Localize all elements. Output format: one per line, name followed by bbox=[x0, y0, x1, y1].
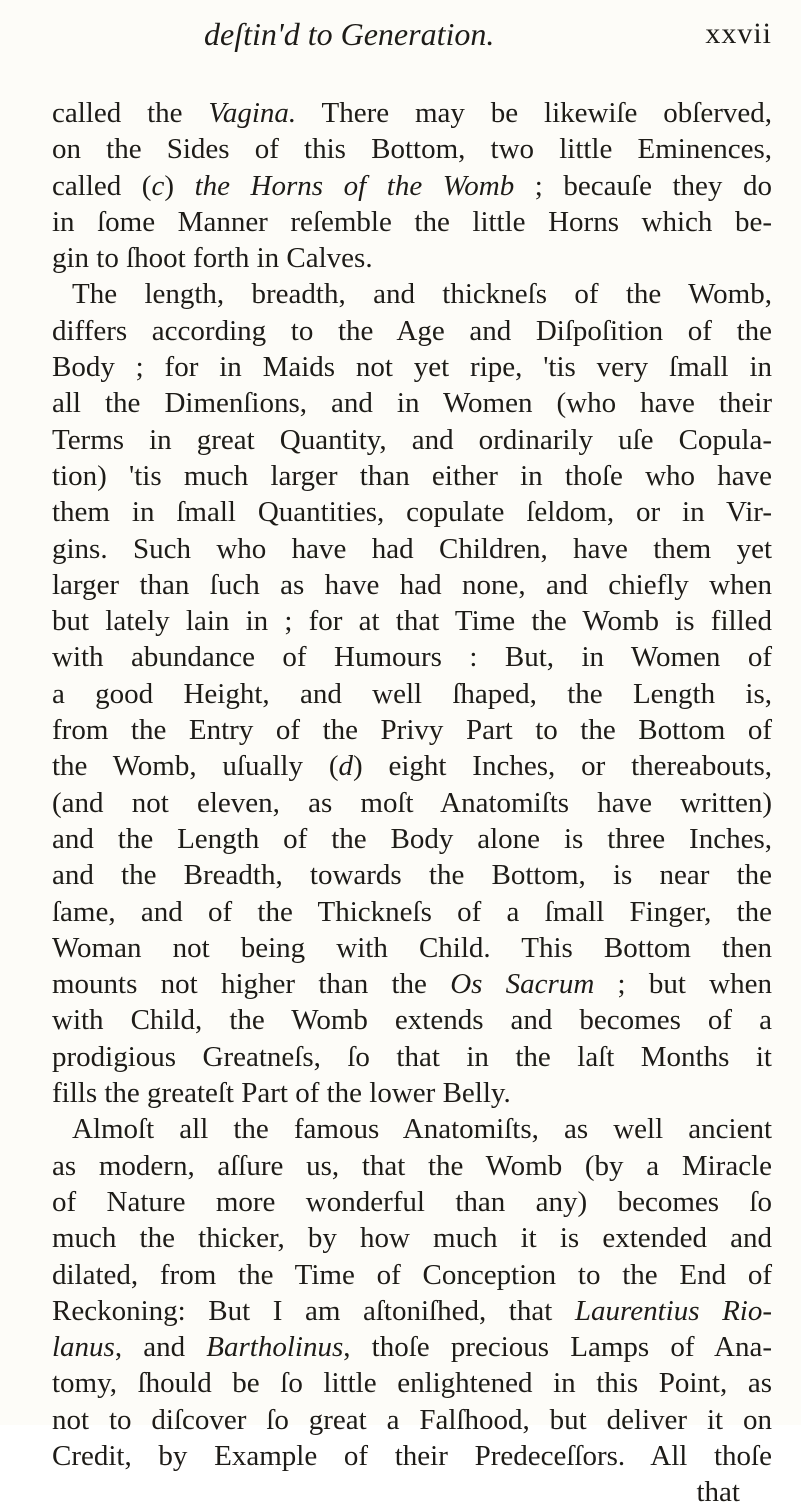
text-line bbox=[52, 1365, 772, 1401]
text-segment: prodigious Greatneſs, ſo that in the laſt Months it bbox=[52, 1040, 772, 1073]
text-segment: differs according to the Age and Diſpoſition of the bbox=[52, 314, 772, 347]
text-segment: , and bbox=[114, 1331, 207, 1364]
italic-segment: Os Sacrum bbox=[450, 968, 595, 1001]
text-line bbox=[52, 531, 772, 567]
italic-segment: the Horns of the Womb bbox=[194, 169, 515, 202]
text-segment: called ( bbox=[52, 169, 152, 202]
text-line bbox=[52, 1438, 772, 1474]
text-line bbox=[52, 1257, 772, 1293]
text-line bbox=[52, 385, 772, 421]
text-segment: and the Length of the Body alone is three Inches, bbox=[52, 822, 772, 855]
text-line bbox=[52, 1002, 772, 1038]
text-segment: called the bbox=[52, 97, 209, 129]
text-segment: them in ſmall Quantities, copulate ſeldom, or in Vir- bbox=[52, 496, 772, 529]
text-line bbox=[52, 95, 772, 131]
text-line bbox=[52, 821, 772, 857]
text-segment: mounts not higher than the bbox=[52, 968, 451, 1001]
text-segment: ) bbox=[164, 169, 195, 202]
text-line bbox=[52, 240, 772, 276]
text-line bbox=[52, 494, 772, 530]
text-line bbox=[52, 567, 772, 603]
text-segment: There may be likewiſe obſerved, bbox=[296, 97, 772, 129]
text-segment: tion) 'tis much larger than either in thoſe who have bbox=[52, 459, 772, 492]
text-line bbox=[52, 1111, 772, 1147]
text-segment: the Womb, uſually ( bbox=[52, 750, 339, 783]
text-segment: a good Height, and well ſhaped, the Length is, bbox=[52, 677, 772, 710]
text-segment: as modern, aſſure us, that the Womb (by a Miracle bbox=[52, 1149, 772, 1182]
italic-segment: lanus bbox=[52, 1331, 115, 1364]
text-line bbox=[52, 603, 772, 639]
running-head bbox=[52, 12, 772, 56]
text-segment: gins. Such who have had Children, have them yet bbox=[52, 532, 772, 565]
text-line bbox=[52, 1329, 772, 1365]
text-line bbox=[52, 131, 772, 167]
page-number: xxvii bbox=[705, 17, 772, 50]
text-line bbox=[52, 204, 772, 240]
text-segment: gin to ſhoot forth in Calves. bbox=[52, 242, 373, 275]
text-segment: on the Sides of this Bottom, two little Eminences, bbox=[52, 133, 772, 166]
text-segment: The length, breadth, and thickneſs of the Womb, bbox=[72, 278, 772, 311]
text-segment: in ſome Manner reſemble the little Horns which be- bbox=[52, 205, 772, 238]
text-line bbox=[52, 676, 772, 712]
text-line bbox=[52, 422, 772, 458]
text-segment: ſame, and of the Thickneſs of a ſmall Finger, the bbox=[52, 895, 772, 928]
text-segment: that bbox=[696, 1476, 740, 1509]
text-line bbox=[52, 930, 772, 966]
text-segment: not to diſcover ſo great a Falſhood, but deliver it on bbox=[52, 1403, 772, 1436]
text-line bbox=[52, 1293, 772, 1329]
text-segment: ) eight Inches, or thereabouts, bbox=[352, 750, 772, 783]
text-line bbox=[52, 857, 772, 893]
text-segment: larger than ſuch as have had none, and chiefly when bbox=[52, 568, 772, 601]
text-line bbox=[52, 313, 772, 349]
text-line bbox=[52, 1039, 772, 1075]
italic-segment: Laurentius Rio- bbox=[574, 1294, 772, 1327]
text-segment: ; becauſe they do bbox=[514, 169, 772, 202]
text-segment: but lately lain in ; for at that Time the Womb is filled bbox=[52, 605, 772, 638]
text-segment: , thoſe precious Lamps of Ana- bbox=[343, 1331, 773, 1364]
text-segment: with Child, the Womb extends and becomes of a bbox=[52, 1004, 772, 1037]
text-segment: Credit, by Example of their Predeceſſors. All thoſe bbox=[52, 1439, 772, 1472]
italic-segment: Bartholinus bbox=[206, 1331, 344, 1364]
text-segment: Almoſt all the famous Anatomiſts, as well ancient bbox=[72, 1113, 772, 1146]
text-line bbox=[52, 276, 772, 312]
text-line bbox=[52, 1220, 772, 1256]
text-segment: ; but when bbox=[594, 968, 772, 1001]
text-segment: of Nature more wonderful than any) becomes ſo bbox=[52, 1185, 772, 1218]
body-text bbox=[52, 95, 772, 1511]
text-line bbox=[52, 1402, 772, 1438]
text-line bbox=[52, 712, 772, 748]
italic-segment: d bbox=[338, 750, 353, 783]
text-line bbox=[52, 894, 772, 930]
text-line bbox=[52, 458, 772, 494]
text-segment: Woman not being with Child. This Bottom then bbox=[52, 931, 772, 964]
text-segment: tomy, ſhould be ſo little enlightened in this Point, as bbox=[52, 1367, 772, 1400]
text-line bbox=[52, 1184, 772, 1220]
text-segment: from the Entry of the Privy Part to the Bottom of bbox=[52, 714, 772, 747]
text-segment: fills the greateſt Part of the lower Belly. bbox=[52, 1077, 511, 1110]
italic-segment: c bbox=[151, 169, 165, 202]
text-line bbox=[52, 966, 772, 1002]
text-segment: Body ; for in Maids not yet ripe, 'tis very ſmall in bbox=[52, 351, 772, 384]
text-line bbox=[52, 1075, 772, 1111]
catchword bbox=[52, 1474, 772, 1510]
text-line bbox=[52, 168, 772, 204]
text-line bbox=[52, 349, 772, 385]
text-line bbox=[52, 1148, 772, 1184]
text-segment: with abundance of Humours : But, in Women of bbox=[52, 641, 772, 674]
text-line bbox=[52, 748, 772, 784]
text-segment: all the Dimenſions, and in Women (who have their bbox=[52, 387, 772, 420]
text-segment: dilated, from the Time of Conception to the End of bbox=[52, 1258, 772, 1291]
text-segment: Terms in great Quantity, and ordinarily uſe Copula- bbox=[52, 423, 772, 456]
running-title: deſtin'd to Generation. bbox=[204, 16, 495, 52]
text-line bbox=[52, 785, 772, 821]
italic-segment: Vagina. bbox=[208, 97, 297, 129]
text-segment: Reckoning: But I am aſtoniſhed, that bbox=[52, 1294, 575, 1327]
text-segment: (and not eleven, as moſt Anatomiſts have written) bbox=[52, 786, 772, 819]
text-line bbox=[52, 639, 772, 675]
text-segment: and the Breadth, towards the Bottom, is near the bbox=[52, 859, 772, 892]
text-segment: much the thicker, by how much it is extended and bbox=[52, 1222, 772, 1255]
